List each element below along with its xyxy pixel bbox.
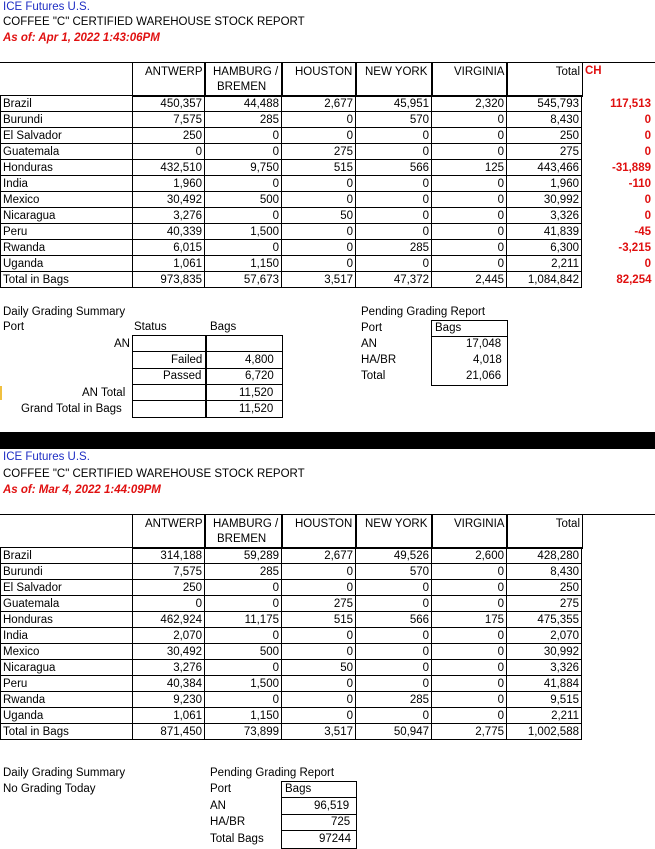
table-row — [1, 628, 582, 644]
header2-cell-virginia[interactable]: VIRGINIA — [431, 514, 508, 549]
row-label-cell[interactable]: Peru — [1, 676, 133, 692]
value-cell[interactable]: 0 — [356, 256, 432, 272]
table-row — [1, 580, 582, 596]
row-label-cell[interactable]: Nicaragua — [1, 660, 133, 676]
value-cell[interactable]: 0 — [205, 144, 282, 160]
value-cell[interactable]: 973,835 — [133, 272, 205, 288]
value-cell[interactable]: 0 — [205, 128, 282, 144]
grading-status-label: Status — [134, 321, 167, 333]
value-cell[interactable]: 0 — [282, 112, 356, 128]
value-cell[interactable]: 0 — [205, 176, 282, 192]
grading-grand-total-label: Grand Total in Bags — [21, 403, 122, 415]
row-label-cell[interactable]: Uganda — [1, 256, 133, 272]
value-cell[interactable]: 41,839 — [507, 224, 582, 240]
table-row — [1, 596, 582, 612]
value-cell[interactable]: 0 — [432, 628, 507, 644]
value-cell[interactable]: 570 — [356, 112, 432, 128]
value-cell[interactable]: 2,775 — [432, 724, 507, 740]
value-cell[interactable]: 0 — [205, 660, 282, 676]
value-cell[interactable]: 0 — [356, 224, 432, 240]
pending-habr-value[interactable]: 4,018 — [473, 354, 502, 366]
report-title-2: COFFEE "C" CERTIFIED WAREHOUSE STOCK REPORT — [3, 468, 305, 480]
header2-cell-new-york[interactable]: NEW YORK — [355, 514, 433, 549]
table-row — [1, 112, 654, 128]
value-cell[interactable]: 475,355 — [507, 612, 582, 628]
grading-passed-label: Passed — [163, 370, 202, 382]
value-cell[interactable]: 0 — [205, 208, 282, 224]
row-label-cell[interactable]: Guatemala — [1, 144, 133, 160]
value-cell[interactable]: 314,188 — [133, 548, 205, 564]
value-cell[interactable]: 0 — [282, 708, 356, 724]
value-cell[interactable]: 50,947 — [356, 724, 432, 740]
value-cell[interactable]: 2,445 — [432, 272, 507, 288]
row-label-cell[interactable]: Uganda — [1, 708, 133, 724]
grading-an-total-label: AN Total — [82, 387, 126, 399]
change-cell[interactable]: 82,254 — [616, 273, 652, 286]
value-cell[interactable]: 0 — [205, 628, 282, 644]
header2-cell-antwerp[interactable]: ANTWERP — [132, 514, 206, 549]
value-cell[interactable]: 175 — [432, 612, 507, 628]
value-cell[interactable]: 0 — [432, 224, 507, 240]
value-cell[interactable]: 275 — [507, 596, 582, 612]
pending-total-label-2: Total Bags — [210, 833, 264, 845]
change-cell[interactable]: 0 — [644, 209, 651, 222]
value-cell[interactable]: 44,488 — [205, 96, 282, 112]
value-cell[interactable]: 73,899 — [205, 724, 282, 740]
value-cell[interactable]: 6,300 — [507, 240, 582, 256]
value-cell[interactable]: 545,793 — [507, 96, 582, 112]
value-cell[interactable]: 7,575 — [133, 564, 205, 580]
table-row — [1, 256, 654, 272]
pending-port-label: Port — [361, 322, 383, 334]
value-cell[interactable]: 0 — [282, 628, 356, 644]
value-cell[interactable]: 11,175 — [205, 612, 282, 628]
value-cell[interactable]: 57,673 — [205, 272, 282, 288]
row-label-cell[interactable]: Honduras — [1, 160, 133, 176]
value-cell[interactable]: 0 — [432, 112, 507, 128]
value-cell[interactable]: 6,015 — [133, 240, 205, 256]
value-cell[interactable]: 30,492 — [133, 192, 205, 208]
value-cell[interactable]: 1,061 — [133, 256, 205, 272]
value-cell[interactable]: 0 — [356, 644, 432, 660]
value-cell[interactable]: 2,600 — [432, 548, 507, 564]
value-cell[interactable]: 275 — [282, 596, 356, 612]
row-label-cell[interactable]: Total in Bags — [1, 724, 133, 740]
value-cell[interactable]: 250 — [133, 128, 205, 144]
value-cell[interactable]: 0 — [133, 144, 205, 160]
change-cell[interactable]: 0 — [644, 257, 651, 270]
value-cell[interactable]: 570 — [356, 564, 432, 580]
value-cell[interactable]: 2,211 — [507, 708, 582, 724]
value-cell[interactable]: 30,992 — [507, 192, 582, 208]
value-cell[interactable]: 250 — [507, 128, 582, 144]
table-row — [1, 96, 654, 112]
change-cell[interactable]: -110 — [628, 177, 651, 190]
grading-grand-total-value[interactable]: 11,520 — [239, 403, 274, 415]
value-cell[interactable]: 2,677 — [282, 96, 356, 112]
value-cell[interactable]: 2,320 — [432, 96, 507, 112]
value-cell[interactable]: 50 — [282, 660, 356, 676]
table-row — [1, 692, 582, 708]
value-cell[interactable]: 0 — [356, 176, 432, 192]
value-cell[interactable]: 3,517 — [282, 724, 356, 740]
change-cell[interactable]: -45 — [634, 225, 651, 238]
value-cell[interactable]: 1,061 — [133, 708, 205, 724]
row-label-cell[interactable]: Peru — [1, 224, 133, 240]
value-cell[interactable]: 9,750 — [205, 160, 282, 176]
value-cell[interactable]: 1,500 — [205, 224, 282, 240]
table-row — [1, 144, 654, 160]
value-cell[interactable]: 0 — [282, 176, 356, 192]
value-cell[interactable]: 41,884 — [507, 676, 582, 692]
value-cell[interactable]: 0 — [356, 596, 432, 612]
value-cell[interactable]: 0 — [282, 644, 356, 660]
value-cell[interactable]: 871,450 — [133, 724, 205, 740]
value-cell[interactable]: 0 — [282, 676, 356, 692]
value-cell[interactable]: 0 — [432, 708, 507, 724]
value-cell[interactable]: 7,575 — [133, 112, 205, 128]
value-cell[interactable]: 0 — [432, 676, 507, 692]
value-cell[interactable]: 3,326 — [507, 660, 582, 676]
grading-bags-label: Bags — [210, 321, 237, 333]
value-cell[interactable]: 285 — [356, 240, 432, 256]
header-cell-antwerp[interactable]: ANTWERP — [132, 62, 206, 97]
value-cell[interactable]: 0 — [205, 580, 282, 596]
value-cell[interactable]: 0 — [282, 692, 356, 708]
row-label-cell[interactable]: El Salvador — [1, 580, 133, 596]
value-cell[interactable]: 0 — [282, 224, 356, 240]
value-cell[interactable]: 0 — [205, 240, 282, 256]
table-row — [1, 724, 582, 740]
value-cell[interactable]: 1,150 — [205, 256, 282, 272]
header-cell-houston[interactable]: HOUSTON — [281, 62, 357, 97]
value-cell[interactable]: 515 — [282, 612, 356, 628]
change-cell[interactable]: 0 — [644, 129, 651, 142]
org-name: ICE Futures U.S. — [3, 1, 90, 13]
header-cell-total[interactable]: Total — [506, 62, 583, 97]
value-cell[interactable]: 0 — [282, 256, 356, 272]
value-cell[interactable]: 0 — [133, 596, 205, 612]
report-title: COFFEE "C" CERTIFIED WAREHOUSE STOCK REPORT — [3, 16, 305, 28]
value-cell[interactable]: 1,960 — [133, 176, 205, 192]
row-label-cell[interactable]: Rwanda — [1, 692, 133, 708]
table-row — [1, 224, 654, 240]
table-row — [1, 612, 582, 628]
value-cell[interactable]: 2,211 — [507, 256, 582, 272]
value-cell[interactable]: 8,430 — [507, 112, 582, 128]
row-label-cell[interactable]: Nicaragua — [1, 208, 133, 224]
pending-an-label-2: AN — [210, 800, 226, 812]
value-cell[interactable]: 40,384 — [133, 676, 205, 692]
row-label-cell[interactable]: India — [1, 628, 133, 644]
header-cell-new-york[interactable]: NEW YORK — [355, 62, 433, 97]
pending-total-value-2[interactable]: 97244 — [319, 833, 351, 845]
table-row — [1, 548, 582, 564]
value-cell[interactable]: 285 — [205, 564, 282, 580]
row-label-cell[interactable]: El Salvador — [1, 128, 133, 144]
value-cell[interactable]: 285 — [356, 692, 432, 708]
value-cell[interactable]: 0 — [432, 596, 507, 612]
value-cell[interactable]: 30,492 — [133, 644, 205, 660]
grading-port-label: Port — [3, 321, 25, 333]
pending-an-value-2[interactable]: 96,519 — [314, 800, 350, 812]
value-cell[interactable]: 0 — [356, 208, 432, 224]
table-row — [1, 192, 654, 208]
row-label-cell[interactable]: Burundi — [1, 564, 133, 580]
value-cell[interactable]: 566 — [356, 612, 432, 628]
org-name-2: ICE Futures U.S. — [3, 451, 90, 463]
value-cell[interactable]: 0 — [432, 256, 507, 272]
table-row — [1, 272, 654, 288]
header-cell-hamburg[interactable]: HAMBURG / BREMEN — [204, 62, 283, 97]
value-cell[interactable]: 443,466 — [507, 160, 582, 176]
value-cell[interactable]: 1,960 — [507, 176, 582, 192]
value-cell[interactable]: 47,372 — [356, 272, 432, 288]
as-of-date-2: As of: Mar 4, 2022 1:44:09PM — [3, 484, 161, 496]
pending-an-label: AN — [361, 338, 377, 350]
pending-habr-label-2: HA/BR — [210, 816, 246, 828]
table-row — [1, 128, 654, 144]
pending-an-value[interactable]: 17,048 — [466, 338, 502, 350]
value-cell[interactable]: 125 — [432, 160, 507, 176]
grading-failed-label: Failed — [171, 354, 203, 366]
value-cell[interactable]: 500 — [205, 644, 282, 660]
value-cell[interactable]: 0 — [356, 708, 432, 724]
value-cell[interactable]: 515 — [282, 160, 356, 176]
table-row — [1, 564, 582, 580]
grading-title: Daily Grading Summary — [3, 306, 126, 318]
pending-port-label-2: Port — [210, 783, 232, 795]
value-cell[interactable]: 8,430 — [507, 564, 582, 580]
header2-cell-total[interactable]: Total — [506, 514, 583, 549]
value-cell[interactable]: 0 — [432, 144, 507, 160]
value-cell[interactable]: 3,326 — [507, 208, 582, 224]
value-cell[interactable]: 566 — [356, 160, 432, 176]
value-cell[interactable]: 1,500 — [205, 676, 282, 692]
table-row — [1, 644, 582, 660]
value-cell[interactable]: 0 — [432, 580, 507, 596]
value-cell[interactable]: 0 — [282, 192, 356, 208]
value-cell[interactable]: 0 — [356, 628, 432, 644]
value-cell[interactable]: 0 — [205, 596, 282, 612]
value-cell[interactable]: 3,517 — [282, 272, 356, 288]
value-cell[interactable]: 40,339 — [133, 224, 205, 240]
cell-cursor-marker — [0, 386, 2, 400]
pending-bags-label: Bags — [435, 322, 462, 334]
value-cell[interactable]: 0 — [205, 692, 282, 708]
value-cell[interactable]: 9,230 — [133, 692, 205, 708]
value-cell[interactable]: 462,924 — [133, 612, 205, 628]
value-cell[interactable]: 0 — [432, 128, 507, 144]
header2-cell-hamburg[interactable]: HAMBURG / BREMEN — [204, 514, 283, 549]
row-label-cell[interactable]: Brazil — [1, 548, 133, 564]
value-cell[interactable]: 0 — [432, 692, 507, 708]
grading-an-total-value[interactable]: 11,520 — [239, 387, 274, 399]
change-cell[interactable]: -31,889 — [611, 161, 651, 174]
value-cell[interactable]: 0 — [432, 192, 507, 208]
table-row — [1, 176, 654, 192]
row-label-cell[interactable]: Brazil — [1, 96, 133, 112]
pending-habr-label: HA/BR — [361, 354, 397, 366]
stock-table-mar — [0, 547, 582, 740]
grading-title-2: Daily Grading Summary — [3, 767, 126, 779]
header-cell-virginia[interactable]: VIRGINIA — [431, 62, 508, 97]
value-cell[interactable]: 0 — [282, 240, 356, 256]
value-cell[interactable]: 0 — [356, 660, 432, 676]
value-cell[interactable]: 0 — [282, 580, 356, 596]
row-label-cell[interactable]: Honduras — [1, 612, 133, 628]
value-cell[interactable]: 45,951 — [356, 96, 432, 112]
table-row — [1, 208, 654, 224]
value-cell[interactable]: 2,070 — [133, 628, 205, 644]
value-cell[interactable]: 275 — [282, 144, 356, 160]
table-row — [1, 660, 582, 676]
value-cell[interactable]: 0 — [432, 176, 507, 192]
change-cell[interactable]: 0 — [644, 113, 651, 126]
value-cell[interactable]: 1,002,588 — [507, 724, 582, 740]
value-cell[interactable]: 0 — [282, 564, 356, 580]
value-cell[interactable]: 59,289 — [205, 548, 282, 564]
row-label-cell[interactable]: Mexico — [1, 644, 133, 660]
change-cell[interactable]: 117,513 — [610, 97, 651, 110]
grading-passed-value[interactable]: 6,720 — [245, 370, 274, 382]
header2-cell-houston[interactable]: HOUSTON — [281, 514, 357, 549]
change-cell[interactable]: 0 — [644, 193, 651, 206]
value-cell[interactable]: 9,515 — [507, 692, 582, 708]
as-of-date: As of: Apr 1, 2022 1:43:06PM — [3, 32, 160, 44]
value-cell[interactable]: 30,992 — [507, 644, 582, 660]
value-cell[interactable]: 0 — [432, 644, 507, 660]
row-label-cell[interactable]: Total in Bags — [1, 272, 133, 288]
table-row — [1, 676, 582, 692]
value-cell[interactable]: 428,280 — [507, 548, 582, 564]
value-cell[interactable]: 432,510 — [133, 160, 205, 176]
value-cell[interactable]: 0 — [432, 564, 507, 580]
grading-failed-value[interactable]: 4,800 — [245, 354, 274, 366]
value-cell[interactable]: 275 — [507, 144, 582, 160]
pending-habr-value-2[interactable]: 725 — [331, 816, 351, 828]
row-label-cell[interactable]: India — [1, 176, 133, 192]
value-cell[interactable]: 0 — [356, 580, 432, 596]
value-cell[interactable]: 0 — [432, 208, 507, 224]
row-label-cell[interactable]: Mexico — [1, 192, 133, 208]
value-cell[interactable]: 50 — [282, 208, 356, 224]
pending-bags-label-2: Bags — [285, 783, 312, 795]
report-separator-bar — [0, 432, 655, 449]
value-cell[interactable]: 500 — [205, 192, 282, 208]
value-cell[interactable]: 250 — [133, 580, 205, 596]
table-row — [1, 708, 582, 724]
header-cell-change[interactable]: CH — [585, 65, 602, 77]
value-cell[interactable]: 2,070 — [507, 628, 582, 644]
value-cell[interactable]: 2,677 — [282, 548, 356, 564]
pending-total-label: Total — [361, 370, 386, 382]
value-cell[interactable]: 0 — [282, 128, 356, 144]
value-cell[interactable]: 0 — [356, 192, 432, 208]
row-label-cell[interactable]: Burundi — [1, 112, 133, 128]
value-cell[interactable]: 49,526 — [356, 548, 432, 564]
change-cell[interactable]: 0 — [644, 145, 651, 158]
value-cell[interactable]: 0 — [432, 240, 507, 256]
value-cell[interactable]: 1,084,842 — [507, 272, 582, 288]
value-cell[interactable]: 450,357 — [133, 96, 205, 112]
value-cell[interactable]: 1,150 — [205, 708, 282, 724]
pending-total-value[interactable]: 21,066 — [466, 370, 502, 382]
value-cell[interactable]: 3,276 — [133, 208, 205, 224]
pending-title-2: Pending Grading Report — [210, 767, 335, 779]
value-cell[interactable]: 0 — [356, 128, 432, 144]
table-row — [1, 240, 654, 256]
row-label-cell[interactable]: Guatemala — [1, 596, 133, 612]
value-cell[interactable]: 0 — [356, 676, 432, 692]
value-cell[interactable]: 3,276 — [133, 660, 205, 676]
table-row — [1, 160, 654, 176]
value-cell[interactable]: 285 — [205, 112, 282, 128]
value-cell[interactable]: 250 — [507, 580, 582, 596]
stock-table-apr — [0, 95, 654, 288]
change-cell[interactable]: -3,215 — [618, 241, 651, 254]
grading-note-2: No Grading Today — [3, 783, 96, 795]
value-cell[interactable]: 0 — [356, 144, 432, 160]
grading-port-an: AN — [114, 338, 130, 350]
value-cell[interactable]: 0 — [432, 660, 507, 676]
pending-title: Pending Grading Report — [361, 306, 486, 318]
row-label-cell[interactable]: Rwanda — [1, 240, 133, 256]
